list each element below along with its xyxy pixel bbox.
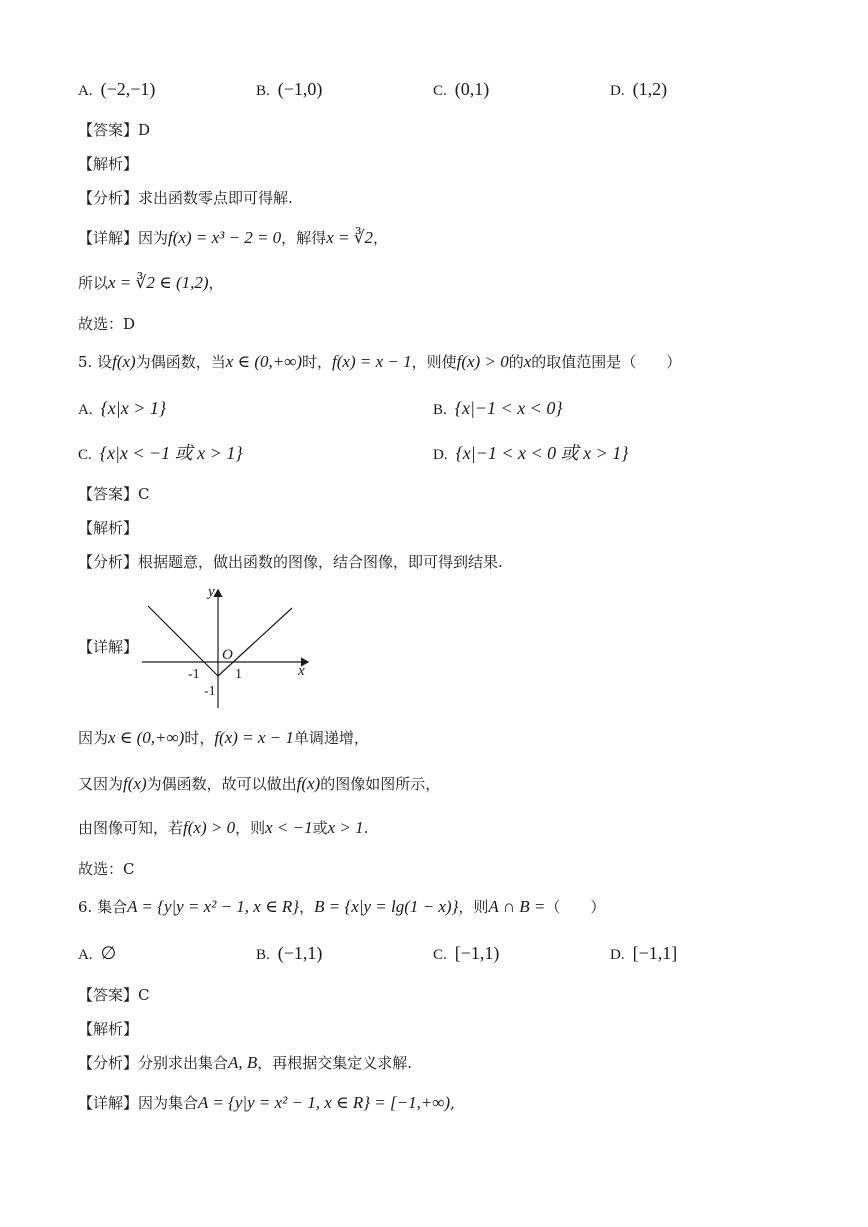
formula: A = {y|y = x² − 1, x ∈ R} xyxy=(127,897,300,916)
formula: A = {y|y = x² − 1, x ∈ R} = [−1,+∞) xyxy=(198,1093,451,1112)
option-label: B. xyxy=(433,402,447,418)
q4-analysis-heading: 【解析】 xyxy=(78,155,139,173)
formula: A, B xyxy=(228,1053,258,1072)
option-value: {x|−1 < x < 0} xyxy=(454,398,563,418)
text: ，解得 xyxy=(281,229,327,247)
q5-option-a xyxy=(78,397,166,421)
text: ， xyxy=(299,898,315,916)
option-value: (−1,0) xyxy=(277,79,323,99)
q5-option-c xyxy=(78,442,243,466)
q5-option-b xyxy=(433,397,563,421)
formula: x xyxy=(523,352,532,371)
text: ，则 xyxy=(458,898,489,916)
text: 所以 xyxy=(78,274,109,292)
option-label: A. xyxy=(78,947,93,963)
q4-fenxi: 【分析】求出函数零点即可得解. xyxy=(78,189,293,207)
formula: f(x) > 0 xyxy=(183,818,236,837)
option-value: (1,2) xyxy=(632,79,668,99)
formula: A ∩ B = xyxy=(488,897,546,916)
option-value: {x|x > 1} xyxy=(100,398,167,418)
text: 【详解】因为 xyxy=(78,229,169,247)
q4-detail-line2 xyxy=(78,273,224,293)
text: 【详解】因为集合 xyxy=(78,1094,199,1112)
text: 5. 设 xyxy=(78,353,113,371)
text: 因为 xyxy=(78,729,109,747)
option-label: C. xyxy=(433,83,447,99)
text: ，则 xyxy=(235,819,266,837)
q5-fenxi: 【分析】根据题意，做出函数的图像，结合图像，即可得到结果. xyxy=(78,553,503,571)
option-label: D. xyxy=(610,947,625,963)
option-label: D. xyxy=(610,83,625,99)
q5-detail-line3 xyxy=(78,818,368,838)
q4-option-a xyxy=(78,78,155,102)
q4-detail xyxy=(78,228,388,248)
formula: x = ∛2 xyxy=(326,228,374,247)
formula: f(x) xyxy=(296,774,321,793)
q6-option-b xyxy=(256,942,322,966)
graph-left-branch xyxy=(148,606,218,676)
x-axis-label: x xyxy=(298,663,305,679)
option-label: A. xyxy=(78,402,93,418)
text: 单调递增， xyxy=(293,729,369,747)
text: 为偶函数，故可以做出 xyxy=(146,775,297,793)
q6-option-a xyxy=(78,942,116,966)
text: ， xyxy=(208,274,224,292)
text: 由图像可知，若 xyxy=(78,819,184,837)
q5-option-d xyxy=(433,442,629,466)
text: （ ） xyxy=(545,898,606,916)
formula: f(x) = x³ − 2 = 0 xyxy=(168,228,282,247)
option-value: {x|x < −1 或 x > 1} xyxy=(99,443,243,463)
option-value: [−1,1] xyxy=(632,943,678,963)
option-value: (−2,−1) xyxy=(100,79,156,99)
option-label: B. xyxy=(256,83,270,99)
formula: x < −1 xyxy=(265,818,313,837)
q5-detail-line2 xyxy=(78,774,440,794)
y-axis-label: y xyxy=(208,584,215,600)
formula: B = {x|y = lg(1 − x)} xyxy=(314,897,459,916)
option-value: (−1,1) xyxy=(277,943,323,963)
option-label: C. xyxy=(433,947,447,963)
q6-option-d xyxy=(610,942,677,966)
q4-option-c xyxy=(433,78,489,102)
formula: x > 1 xyxy=(327,818,364,837)
q4-option-d xyxy=(610,78,667,102)
tick-label-x-neg1: -1 xyxy=(188,667,200,682)
formula: f(x) xyxy=(112,352,136,371)
option-label: C. xyxy=(78,447,92,463)
text: 的取值范围是（ ） xyxy=(531,353,682,371)
tick-label-x-pos1: 1 xyxy=(235,667,242,682)
text: 的 xyxy=(508,353,524,371)
option-value: {x|−1 < x < 0 或 x > 1} xyxy=(455,443,629,463)
q5-detail-label: 【详解】 xyxy=(78,638,139,656)
q6-stem xyxy=(78,897,605,917)
q6-option-c xyxy=(433,942,499,966)
q5-answer: 【答案】C xyxy=(78,485,150,503)
text: ， xyxy=(373,229,389,247)
q4-option-b xyxy=(256,78,322,102)
text: ，则使 xyxy=(411,353,457,371)
q5-analysis-heading: 【解析】 xyxy=(78,519,139,537)
q4-answer: 【答案】D xyxy=(78,121,151,139)
text: , xyxy=(450,1094,455,1112)
text: 【分析】分别求出集合 xyxy=(78,1054,229,1072)
q6-analysis-heading: 【解析】 xyxy=(78,1020,139,1038)
option-value: (0,1) xyxy=(454,79,490,99)
option-value: ∅ xyxy=(100,943,117,963)
formula: x ∈ (0,+∞) xyxy=(108,728,185,747)
formula: f(x) > 0 xyxy=(456,352,509,371)
formula: x ∈ (0,+∞) xyxy=(225,352,302,371)
text: 的图像如图所示， xyxy=(320,775,441,793)
graph-right-branch xyxy=(218,608,292,676)
tick-label-y-neg1: -1 xyxy=(204,684,216,699)
text: 为偶函数，当 xyxy=(135,353,226,371)
text: ，再根据交集定义求解. xyxy=(257,1054,413,1072)
formula: f(x) xyxy=(123,774,147,793)
option-value: [−1,1) xyxy=(454,943,500,963)
option-label: D. xyxy=(433,447,448,463)
text: 或 xyxy=(312,819,328,837)
option-label: B. xyxy=(256,947,270,963)
text: 时， xyxy=(184,729,215,747)
q6-detail xyxy=(78,1093,455,1113)
q5-stem xyxy=(78,352,681,372)
text: . xyxy=(363,819,369,837)
formula: f(x) = x − 1 xyxy=(214,728,294,747)
text: 时， xyxy=(302,353,333,371)
text: 6. 集合 xyxy=(78,898,128,916)
formula: f(x) = x − 1 xyxy=(332,352,412,371)
q6-answer: 【答案】C xyxy=(78,986,150,1004)
option-label: A. xyxy=(78,83,93,99)
q6-fenxi xyxy=(78,1053,412,1073)
q5-graph xyxy=(138,578,318,713)
q4-choice: 故选：D xyxy=(78,315,136,333)
q5-detail-line1 xyxy=(78,728,369,748)
q5-choice: 故选：C xyxy=(78,860,135,878)
text: 又因为 xyxy=(78,775,124,793)
formula: x = ∛2 ∈ (1,2) xyxy=(108,273,209,292)
origin-label: O xyxy=(222,647,233,663)
